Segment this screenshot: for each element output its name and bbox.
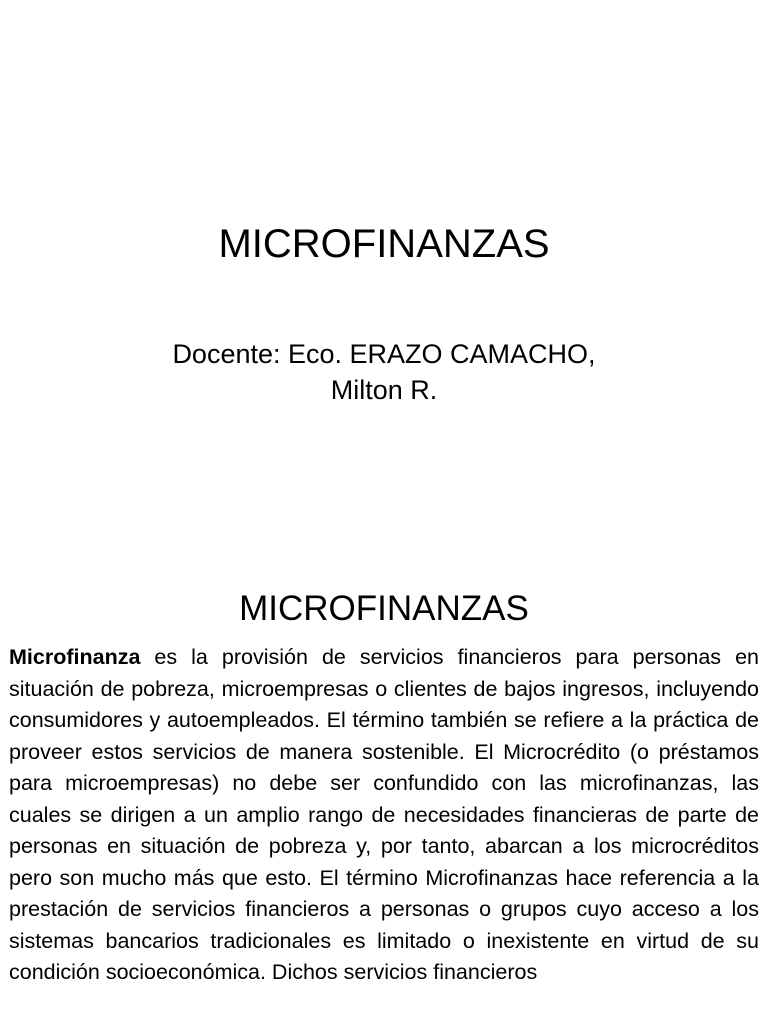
- content-paragraph: [9, 642, 759, 989]
- definition-text: es la provisión de servicios financieros para personas en situación de pobreza, microempresas o clientes de bajos ingresos, incluyendo consumidores y autoempleados. El término también se refiere a la práctica de proveer estos servicios de manera sostenible. El Microcrédito (o préstamos para microempresas) no debe ser confundido con las microfinanzas, las cuales se dirigen a un amplio rango de necesidades financieras de parte de personas en situación de pobreza y, por tanto, abarcan a los microcréditos pero son mucho más que esto. El término Microfinanzas hace referencia a la prestación de servicios financieros a personas o grupos cuyo acceso a los sistemas bancarios tradicionales es limitado o inexistente en virtud de su condición socioeconómica. Dichos servicios financieros: [9, 645, 759, 984]
- content-slide: [0, 575, 768, 1024]
- slide-title: MICROFINANZAS: [218, 222, 550, 266]
- slide-subtitle: [0, 336, 768, 408]
- term-bold: Microfinanza: [9, 645, 141, 669]
- instructor-line: Docente: Eco. ERAZO CAMACHO,: [172, 339, 596, 369]
- instructor-name-line: Milton R.: [330, 375, 438, 405]
- content-slide-title: MICROFINANZAS: [239, 589, 529, 628]
